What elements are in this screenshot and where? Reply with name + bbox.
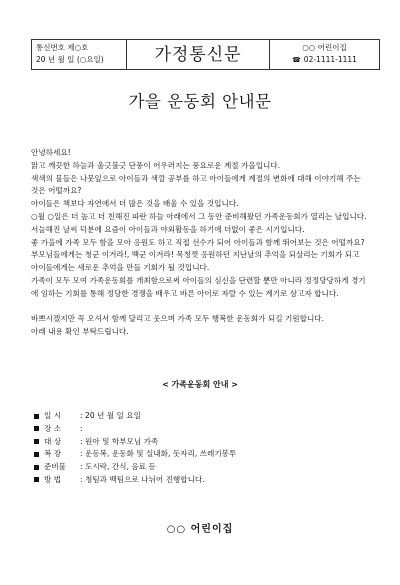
detail-item-attire bbox=[34, 448, 236, 461]
paragraph-gap bbox=[31, 301, 369, 314]
bullet-icon bbox=[34, 465, 39, 470]
body-paragraph: 서늘해진 날씨 덕분에 요즘이 아이들과 야외활동을 하기에 더없이 좋은 시기입니다. bbox=[31, 224, 305, 234]
detail-item-target bbox=[34, 436, 236, 449]
bullet-icon bbox=[34, 426, 39, 431]
body-paragraph: 좋 가을에 가족 모두 함을 모아 응원도 하고 직접 선수가 되어 아이들과 함께 뛰어보는 것은 어떨까요? bbox=[31, 237, 365, 247]
closing-line: 아래 내용 확인 부탁드립니다. bbox=[31, 327, 129, 337]
bullet-icon bbox=[34, 439, 39, 444]
detail-colon: : bbox=[80, 474, 85, 484]
org-name: ○○ 어린이집 bbox=[302, 43, 347, 52]
detail-value: 원아 및 학부모님 가족 bbox=[84, 436, 159, 446]
body-paragraph: 맑고 깨끗한 하늘과 울긋불긋 단풍이 어우러지는 풍요로운 계절 가을입니다. bbox=[31, 160, 281, 170]
detail-label: 일 시 bbox=[44, 411, 62, 420]
org-contact bbox=[270, 40, 379, 69]
closing-line: 바쁘시겠지만 꼭 오셔서 함께 달리고 웃으며 가족 모두 행복한 운동회가 되길 기원합니다. bbox=[31, 314, 325, 324]
body-paragraph: 색색의 물들은 나뭇잎으로 아이들과 색깔 공부를 하고 아이들에게 계절의 변화에 대해 이야기해 주는 것은 어떨까요? bbox=[31, 173, 361, 196]
bullet-icon bbox=[34, 477, 39, 482]
bullet-icon bbox=[34, 414, 39, 419]
detail-value: 청팀과 백팀으로 나뉘어 진행합니다. bbox=[84, 474, 205, 484]
detail-value: 20 년 월 일 요일 bbox=[84, 411, 141, 420]
bullet-icon bbox=[34, 452, 39, 457]
detail-colon: : bbox=[80, 436, 85, 446]
letter-header bbox=[31, 39, 380, 70]
detail-value: 운동복, 운동화 및 실내화, 돗자리, 쓰레기봉투 bbox=[84, 449, 237, 459]
detail-colon: : bbox=[80, 449, 85, 459]
detail-colon: : bbox=[80, 423, 85, 433]
org-phone: 02-1111-1111 bbox=[303, 55, 357, 64]
detail-label: 준비물 bbox=[44, 462, 67, 472]
issue-date: 20 년 월 일 (○요일) bbox=[36, 55, 104, 64]
body-paragraph: 부모님들에게는 청군 이겨라!, 백군 이겨라! 목청껏 응원하던 지난날의 추억을 되살리는 기회가 되고 아이들에게는 새로운 추억을 만들 기회가 될 것입니다. bbox=[31, 250, 360, 273]
detail-colon: : bbox=[80, 411, 85, 420]
body-paragraph: 아이들은 책보다 자연에서 더 많은 것을 배울 수 있을 것입니다. bbox=[31, 199, 239, 209]
detail-value: 도시락, 간식, 음료 등 bbox=[84, 462, 156, 472]
page-title: 가을 운동회 안내문 bbox=[128, 92, 272, 111]
detail-item-supplies bbox=[34, 461, 236, 474]
details-list bbox=[34, 410, 236, 487]
detail-label: 대 상 bbox=[44, 436, 62, 446]
issue-info bbox=[32, 40, 127, 69]
section-title: < 가족운동회 안내 > bbox=[162, 380, 238, 389]
letter-body bbox=[31, 147, 369, 339]
detail-colon: : bbox=[80, 462, 85, 472]
phone-icon: ☎ bbox=[292, 56, 301, 64]
detail-label: 복 장 bbox=[44, 449, 62, 459]
letter-type-title: 가정통신문 bbox=[127, 40, 270, 69]
body-paragraph: ○월 ○일은 더 높고 더 친해진 파란 하늘 아래에서 그 동안 준비해왔던 가족운동회가 열리는 날입니다. bbox=[31, 211, 367, 221]
detail-label: 장 소 bbox=[44, 423, 62, 433]
detail-label: 방 법 bbox=[44, 474, 62, 484]
detail-item-date bbox=[34, 410, 236, 423]
footer-org-name: ○○ 어린이집 bbox=[166, 524, 234, 535]
detail-item-method bbox=[34, 474, 236, 487]
detail-item-place bbox=[34, 423, 236, 436]
issue-number: 통신번호 제○호 bbox=[36, 43, 89, 52]
body-paragraph: 안녕하세요! bbox=[31, 148, 71, 157]
body-paragraph: 가족이 모두 모여 가족운동회를 개최함으로써 아이들의 심신을 단련할 뿐만 아니라 정정당당하게 경기에 임하는 기회를 통해 정당한 경쟁을 배우고 바른 아이로 자랄 수 있는 계기로 삼고자 합니다. bbox=[31, 275, 366, 298]
